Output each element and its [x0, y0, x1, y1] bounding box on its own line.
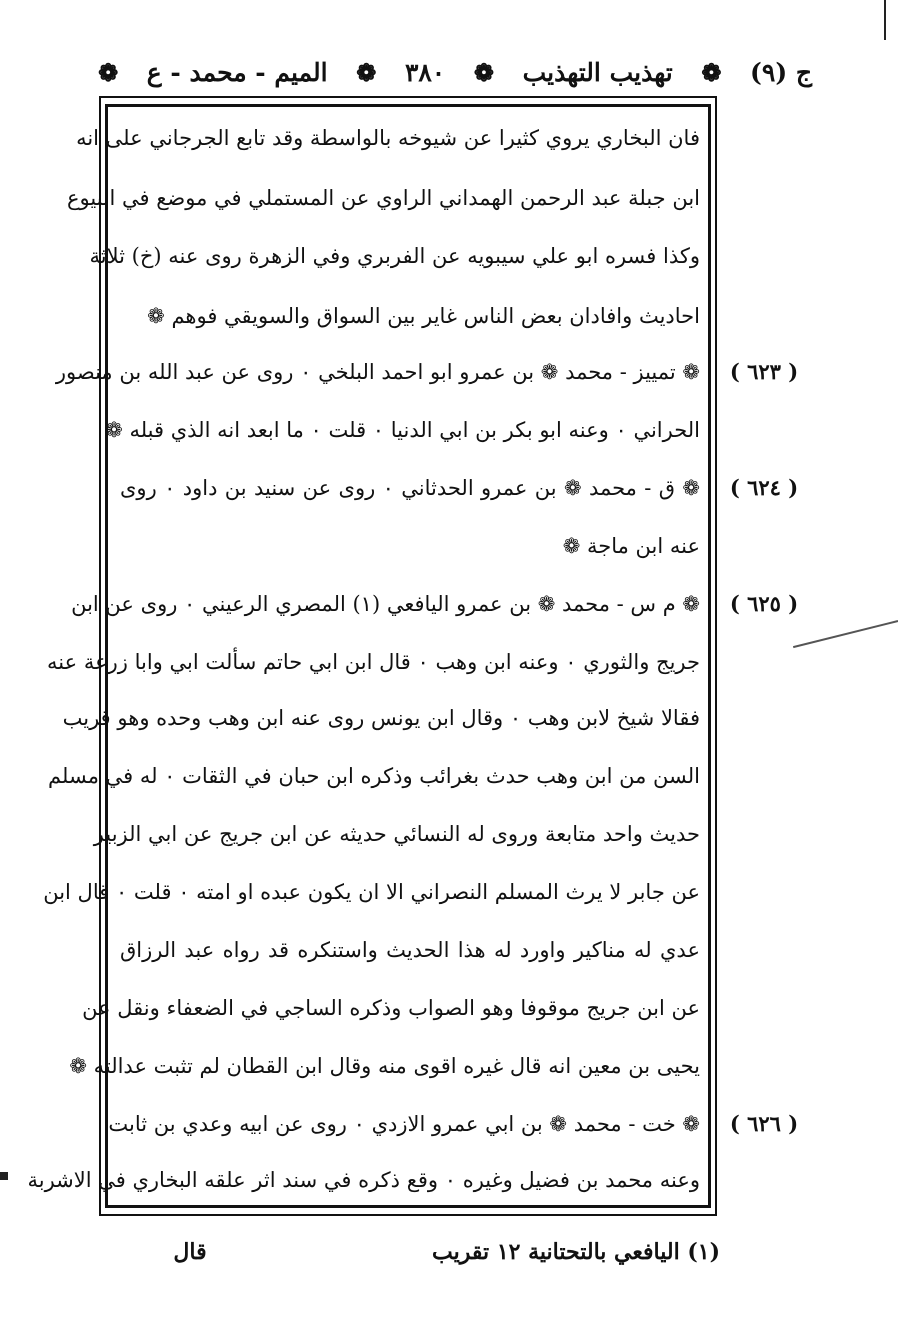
text-line: ❁ ق - محمد ❁ بن عمرو الحدثاني ۰ روى عن سنيد بن داود ۰ روى [120, 476, 700, 500]
text-line: عنه ابن ماجة ❁ [562, 534, 700, 558]
catchword: قال [173, 1239, 207, 1265]
ornament-icon: ❁ [98, 57, 119, 87]
entry-number: ( ٦٢٥ ) [729, 591, 799, 616]
text-line: وعنه محمد بن فضيل وغيره ۰ وقع ذكره في سند اثر علقه البخاري في الاشربة [27, 1168, 700, 1192]
footnote: (١) اليافعي بالتحتانية ١٢ تقريب [432, 1239, 720, 1265]
text-line: ابن جبلة عبد الرحمن الهمداني الراوي عن المستملي في موضع في البيوع [67, 186, 700, 210]
running-header [92, 52, 812, 92]
scan-dot-mark [0, 1172, 8, 1180]
text-line: ❁ خت - محمد ❁ بن ابي عمرو الازدي ۰ روى عن ابيه وعدي بن ثابت [108, 1112, 700, 1136]
page-number: ٣٨٠ [404, 57, 446, 87]
section-label: الميم - محمد - ع [146, 57, 328, 87]
entry-number: ( ٦٢٦ ) [729, 1111, 799, 1136]
text-line: يحيى بن معين انه قال غيره اقوى منه وقال ابن القطان لم تثبت عدالته ❁ [69, 1054, 700, 1078]
ornament-icon: ❁ [356, 57, 377, 87]
text-line: ❁ م س - محمد ❁ بن عمرو اليافعي (١) المصري الرعيني ۰ روى عن ابن [71, 592, 700, 616]
volume-label: ج (٩) [750, 57, 812, 87]
ornament-icon: ❁ [701, 57, 722, 87]
text-line: وكذا فسره ابو علي سيبويه عن الفربري وفي الزهرة روى عنه (خ) ثلاثة [89, 244, 700, 268]
text-line: عن ابن جريج موقوفا وهو الصواب وذكره الساجي في الضعفاء ونقل عن [82, 996, 700, 1020]
text-line: فقالا شيخ لابن وهب ۰ وقال ابن يونس روى عنه ابن وهب وحده وهو قريب [62, 706, 700, 730]
text-line: السن من ابن وهب حدث بغرائب وذكره ابن حبان في الثقات ۰ له في مسلم [48, 764, 700, 788]
text-line: حديث واحد متابعة وروى له النسائي حديثه عن ابن جريج عن ابي الزبير [93, 822, 700, 846]
ornament-icon: ❁ [473, 57, 494, 87]
book-title: تهذيب التهذيب [522, 57, 673, 87]
text-line: الحراني ۰ وعنه ابو بكر بن ابي الدنيا ۰ قلت ۰ ما ابعد انه الذي قبله ❁ [105, 418, 700, 442]
text-line: عن جابر لا يرث المسلم النصراني الا ان يكون عبده او امته ۰ قلت ۰ قال ابن [43, 880, 700, 904]
text-line: جريج والثوري ۰ وعنه ابن وهب ۰ قال ابن ابي حاتم سألت ابي وابا زرعة عنه [47, 650, 700, 674]
scan-edge-mark [884, 0, 886, 40]
text-line: ❁ تمييز - محمد ❁ بن عمرو ابو احمد البلخي ۰ روى عن عبد الله بن منصور [55, 360, 700, 384]
entry-number: ( ٦٢٣ ) [729, 359, 799, 384]
text-line: فان البخاري يروي كثيرا عن شيوخه بالواسطة وقد تابع الجرجاني على انه [76, 126, 700, 150]
text-line: عدي له مناكير واورد له هذا الحديث واستنكره قد رواه عبد الرزاق [120, 938, 700, 962]
text-line: احاديث وافادان بعض الناس غاير بين السواق والسويقي فوهم ❁ [147, 304, 700, 328]
pencil-stroke-mark [793, 620, 898, 648]
entry-number: ( ٦٢٤ ) [729, 475, 799, 500]
